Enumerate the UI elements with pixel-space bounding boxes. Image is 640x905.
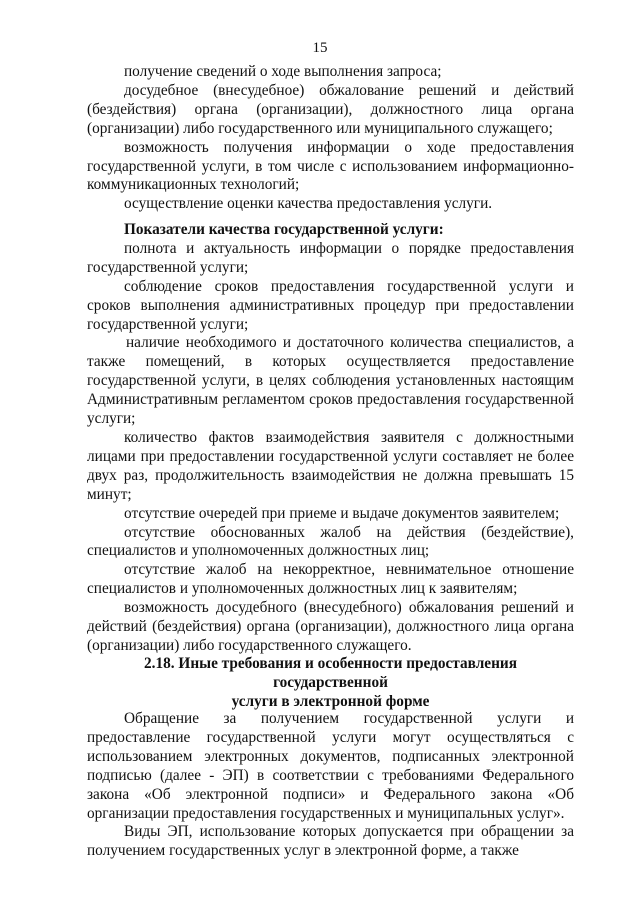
list-item: отсутствие обоснованных жалоб на действия (бездействие), специалистов и уполномоченных должностных лиц; — [87, 523, 574, 560]
section-title-line2: услуги в электронной форме — [231, 693, 430, 710]
quality-heading: Показатели качества государственной услуги: — [124, 221, 444, 238]
list-item: осуществление оценки качества предоставления услуги. — [124, 195, 493, 213]
body-paragraph: Виды ЭП, использование которых допускается при обращении за получением государственных услуг в электронной форме, а также — [87, 823, 574, 860]
list-item: досудебное (внесудебное) обжалование решений и действий (бездействия) органа (организации), должностного лица органа (организации) либо государственного или муниципального служащего; — [87, 81, 574, 137]
list-item: соблюдение сроков предоставления государственной услуги и сроков выполнения административных процедур при предоставлении государственной услуги; — [87, 277, 574, 333]
section-title-line1: 2.18. Иные требования и особенности предоставления государственной — [144, 655, 517, 691]
section-heading — [87, 654, 574, 711]
quality-indicators — [87, 221, 574, 656]
page-number: 15 — [312, 40, 328, 56]
intro-list — [87, 63, 574, 214]
list-item: полнота и актуальность информации о порядке предоставления государственной услуги; — [87, 239, 574, 276]
list-item: получение сведений о ходе выполнения запроса; — [124, 63, 442, 80]
list-item: количество фактов взаимодействия заявителя с должностными лицами при предоставлении государственной услуги составляет не более двух раз, продолжительность взаимодействия не должна превышать 15 минут; — [87, 428, 574, 503]
body-paragraph: Обращение за получением государственной услуги и предоставление государственной услуги могут осуществляться с использованием электронных документов, подписанных электронной подписью (далее - ЭП) в соответствии с требованиями Федерального закона «Об электронной подписи» и Федерального закона «Об организации предоставления государственных и муниципальных услуг». — [87, 710, 574, 822]
list-item: возможность получения информации о ходе предоставления государственной услуги, в том числе с использованием информационно-коммуникационных технологий; — [87, 138, 574, 194]
list-item: отсутствие жалоб на некорректное, невнимательное отношение специалистов и уполномоченных должностных лиц к заявителям; — [87, 561, 574, 598]
list-item: наличие необходимого и достаточного количества специалистов, а также помещений, в которых осуществляется предоставление государственной услуги, в целях соблюдения установленных настоящим Административным регламентом сроков предоставления государственной услуги; — [87, 334, 574, 428]
list-item: возможность досудебного (внесудебного) обжалования решений и действий (бездействия) органа (организации), должностного лица органа (организации) либо государственного служащего. — [87, 599, 574, 654]
list-item: отсутствие очередей при приеме и выдаче документов заявителем; — [124, 504, 560, 522]
section-body — [87, 710, 574, 861]
